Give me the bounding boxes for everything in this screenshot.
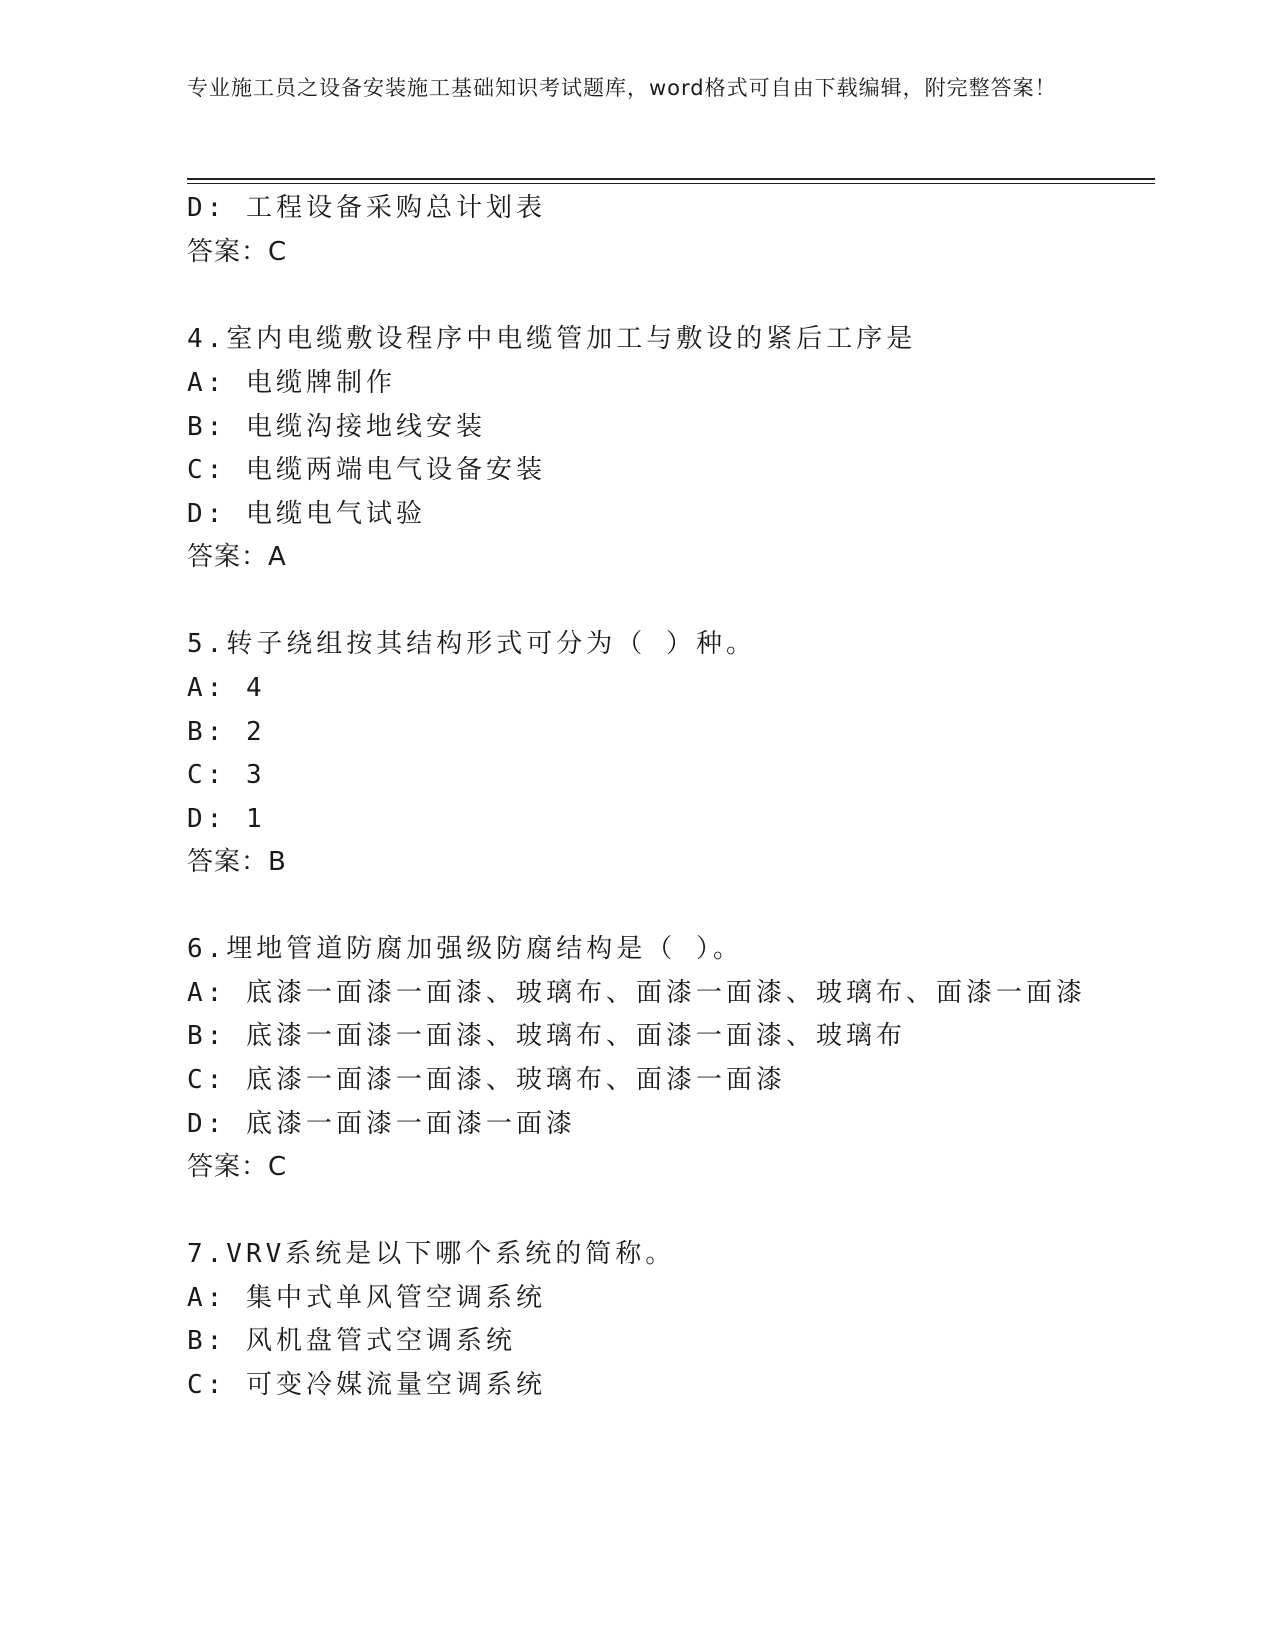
option-c: C: 可变冷媒流量空调系统 [187, 1370, 546, 1400]
option-d: D: 工程设备采购总计划表 [187, 193, 546, 223]
document-header: 专业施工员之设备安装施工基础知识考试题库，word格式可自由下载编辑，附完整答案！ [187, 76, 1057, 100]
option-a: A: 电缆牌制作 [187, 368, 396, 398]
option-a: A: 底漆一面漆一面漆、玻璃布、面漆一面漆、玻璃布、面漆一面漆 [187, 978, 1086, 1008]
question-stem: 7.VRV系统是以下哪个系统的简称。 [187, 1239, 676, 1269]
answer: 答案：C [187, 1152, 288, 1182]
option-a: A: 集中式单风管空调系统 [187, 1283, 546, 1313]
option-d: D: 1 [187, 804, 266, 834]
answer: 答案：B [187, 847, 287, 877]
option-a: A: 4 [187, 673, 266, 703]
option-d: D: 底漆一面漆一面漆一面漆 [187, 1109, 576, 1139]
question-stem: 4.室内电缆敷设程序中电缆管加工与敷设的紧后工序是 [187, 324, 917, 354]
option-c: C: 3 [187, 760, 266, 790]
option-c: C: 电缆两端电气设备安装 [187, 455, 546, 485]
option-b: B: 底漆一面漆一面漆、玻璃布、面漆一面漆、玻璃布 [187, 1021, 906, 1051]
question-stem: 5.转子绕组按其结构形式可分为（ ）种。 [187, 629, 756, 659]
header-divider [187, 178, 1155, 180]
option-d: D: 电缆电气试验 [187, 499, 426, 529]
answer: 答案：C [187, 237, 288, 267]
option-b: B: 2 [187, 717, 266, 747]
option-c: C: 底漆一面漆一面漆、玻璃布、面漆一面漆 [187, 1065, 786, 1095]
header-divider-thin [187, 183, 1155, 184]
answer: 答案：A [187, 542, 287, 572]
option-b: B: 风机盘管式空调系统 [187, 1326, 516, 1356]
question-stem: 6.埋地管道防腐加强级防腐结构是（ ）。 [187, 934, 743, 964]
option-b: B: 电缆沟接地线安装 [187, 412, 486, 442]
